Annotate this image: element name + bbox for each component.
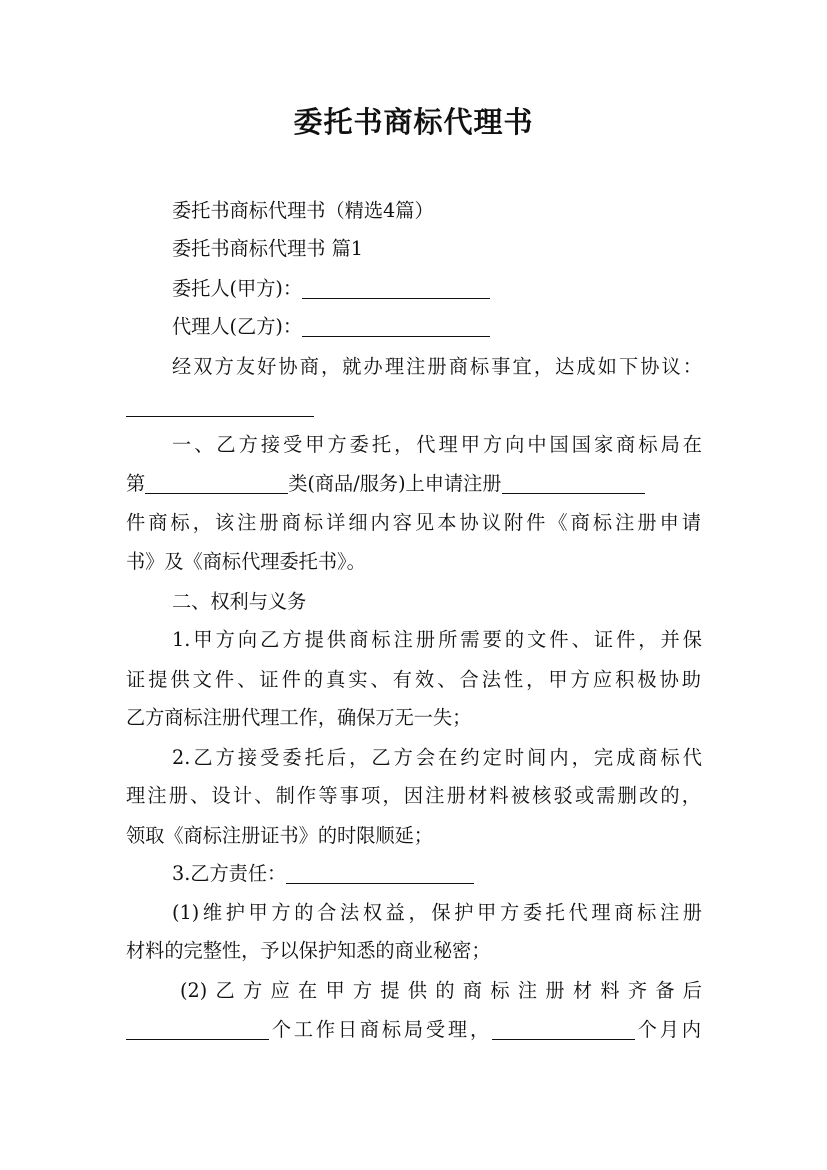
text-line (126, 389, 701, 425)
blank-line (286, 863, 474, 884)
text-line: 委托书商标代理书 篇1 (172, 237, 363, 260)
blank-line (502, 473, 645, 494)
principal-label: 委托人(甲方)： (172, 277, 303, 300)
text-line: 证提供文件、证件的真实、有效、合法性，甲方应积极协助 (126, 668, 701, 691)
blank-line (492, 1019, 635, 1040)
text-segment: 第 (126, 472, 146, 495)
text-line: (1)维护甲方的合法权益，保护甲方委托代理商标注册 (172, 901, 702, 924)
text-line: (2)乙方应在甲方提供的商标注册材料齐备后 (180, 979, 702, 1002)
agent-label: 代理人(乙方)： (172, 315, 303, 338)
text-segment: 类(商品/服务)上申请注册 (288, 472, 502, 495)
text-line: 一、乙方接受甲方委托，代理甲方向中国国家商标局在 (172, 433, 702, 456)
text-segment: 个工作日商标局受理， (269, 1018, 492, 1041)
text-line (172, 271, 702, 307)
blank-line (126, 396, 314, 417)
text-line: 书》及《商标代理委托书》。 (126, 550, 366, 573)
text-line (126, 466, 701, 502)
text-line: 委托书商标代理书（精选4篇） (172, 199, 434, 222)
text-line: 领取《商标注册证书》的时限顺延； (126, 824, 433, 847)
text-line (172, 856, 702, 892)
text-line: 经双方友好协商，就办理注册商标事宜，达成如下协议： (172, 355, 702, 378)
text-segment: 3.乙方责任： (172, 862, 287, 885)
blank-line (302, 316, 490, 337)
text-segment: 个月内 (634, 1018, 701, 1041)
text-line: 乙方商标注册代理工作，确保万无一失； (126, 706, 472, 729)
text-line: 1.甲方向乙方提供商标注册所需要的文件、证件，并保 (172, 628, 702, 651)
text-line: 理注册、设计、制作等事项，因注册材料被核驳或需删改的， (126, 784, 701, 807)
section-heading: 二、权利与义务 (172, 590, 307, 613)
text-line (126, 1012, 701, 1048)
text-line: 材料的完整性，予以保护知悉的商业秘密； (126, 939, 491, 962)
text-line (172, 309, 702, 345)
blank-line (302, 278, 490, 299)
blank-line (145, 473, 288, 494)
text-line: 2.乙方接受委托后，乙方会在约定时间内，完成商标代 (172, 746, 702, 769)
document-title: 委托书商标代理书 (293, 105, 534, 139)
blank-line (126, 1019, 269, 1040)
text-line: 件商标，该注册商标详细内容见本协议附件《商标注册申请 (126, 511, 701, 534)
